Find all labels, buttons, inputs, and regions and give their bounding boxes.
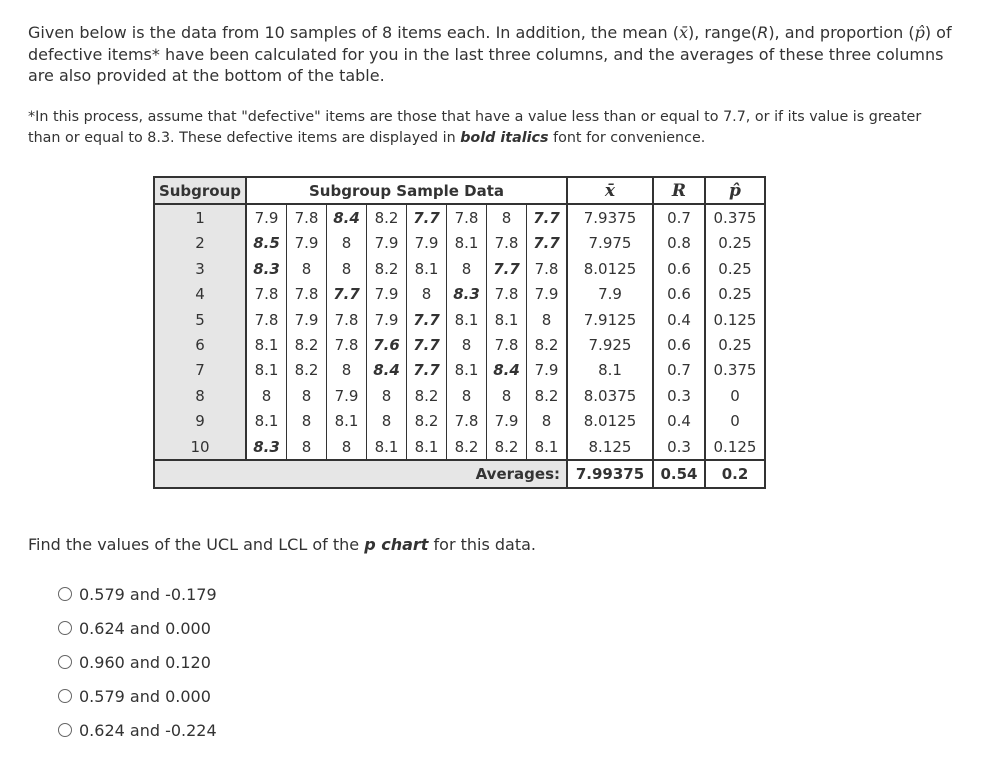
table-row (154, 282, 765, 307)
sample-value-cell: 8 (407, 282, 447, 307)
table-row (154, 231, 765, 256)
table-row (154, 358, 765, 383)
note-emphasis: bold italics (460, 130, 549, 146)
sample-value-cell: 7.8 (487, 282, 527, 307)
option-label: 0.960 and 0.120 (79, 652, 211, 672)
subgroup-cell: 7 (154, 358, 246, 383)
sample-value-cell: 8 (287, 409, 327, 434)
subgroup-cell: 8 (154, 383, 246, 408)
sample-value-cell: 8 (287, 434, 327, 460)
table-row (154, 434, 765, 460)
sample-value-cell: 8 (246, 383, 287, 408)
sample-value-cell: 8.1 (487, 307, 527, 332)
sample-value-cell: 7.8 (527, 256, 568, 281)
xbar-cell: 7.9125 (567, 307, 653, 332)
subgroup-cell: 10 (154, 434, 246, 460)
answer-option[interactable] (58, 577, 217, 611)
intro-paragraph (28, 22, 958, 87)
subgroup-cell: 1 (154, 204, 246, 230)
sample-value-cell: 8.5 (246, 231, 287, 256)
subgroup-cell: 3 (154, 256, 246, 281)
sample-value-cell: 7.9 (287, 231, 327, 256)
table-row (154, 332, 765, 357)
sample-value-cell: 8.4 (367, 358, 407, 383)
radio-button[interactable] (58, 655, 72, 669)
answer-option[interactable] (58, 645, 217, 679)
xbar-symbol: x̄ (678, 23, 688, 42)
sample-value-cell: 7.7 (327, 282, 367, 307)
radio-button[interactable] (58, 587, 72, 601)
average-r: 0.54 (653, 460, 705, 487)
sample-value-cell: 8 (327, 231, 367, 256)
phat-cell: 0.125 (705, 434, 765, 460)
intro-text-1: Given below is the data from 10 samples of 8 items each. In addition, the mean ( (28, 23, 679, 42)
sample-value-cell: 8 (487, 204, 527, 230)
sample-value-cell: 8.1 (246, 409, 287, 434)
header-r: R (653, 177, 705, 204)
sample-value-cell: 7.8 (327, 332, 367, 357)
question-emphasis: p chart (364, 535, 429, 554)
sample-value-cell: 7.8 (287, 282, 327, 307)
sample-value-cell: 7.9 (367, 307, 407, 332)
phat-cell: 0 (705, 409, 765, 434)
sample-value-cell: 7.9 (327, 383, 367, 408)
phat-cell: 0.25 (705, 282, 765, 307)
sample-value-cell: 8.1 (447, 231, 487, 256)
sample-value-cell: 8.3 (246, 256, 287, 281)
header-subgroup: Subgroup (154, 177, 246, 204)
intro-text-4: ) of defective items* have been calculated for you in the last three columns, and the averages of these three columns are also provided at the bottom of the table. (28, 23, 952, 85)
sample-value-cell: 7.8 (447, 409, 487, 434)
sample-value-cell: 7.8 (246, 282, 287, 307)
answer-options (58, 577, 217, 747)
sample-data-table (153, 176, 766, 489)
xbar-cell: 7.9375 (567, 204, 653, 230)
sample-value-cell: 8.1 (246, 358, 287, 383)
sample-value-cell: 8.2 (487, 434, 527, 460)
defective-note (28, 107, 958, 149)
range-cell: 0.6 (653, 282, 705, 307)
option-label: 0.624 and -0.224 (79, 720, 217, 740)
phat-cell: 0.25 (705, 332, 765, 357)
radio-button[interactable] (58, 689, 72, 703)
question-text (28, 535, 536, 554)
subgroup-cell: 5 (154, 307, 246, 332)
subgroup-cell: 6 (154, 332, 246, 357)
sample-value-cell: 7.8 (246, 307, 287, 332)
sample-value-cell: 8.2 (527, 383, 568, 408)
option-label: 0.579 and -0.179 (79, 584, 217, 604)
phat-cell: 0.125 (705, 307, 765, 332)
range-cell: 0.3 (653, 383, 705, 408)
sample-value-cell: 8.2 (407, 409, 447, 434)
sample-value-cell: 8.1 (447, 358, 487, 383)
sample-value-cell: 7.8 (447, 204, 487, 230)
sample-value-cell: 8.3 (246, 434, 287, 460)
sample-value-cell: 8.2 (287, 358, 327, 383)
sample-value-cell: 8.2 (527, 332, 568, 357)
sample-value-cell: 7.7 (527, 204, 568, 230)
phat-cell: 0.375 (705, 204, 765, 230)
sample-value-cell: 7.8 (487, 332, 527, 357)
sample-value-cell: 8 (327, 256, 367, 281)
average-xbar: 7.99375 (567, 460, 653, 487)
range-cell: 0.6 (653, 256, 705, 281)
range-cell: 0.4 (653, 409, 705, 434)
note-end: font for convenience. (548, 130, 706, 146)
subgroup-cell: 4 (154, 282, 246, 307)
table-row (154, 383, 765, 408)
range-cell: 0.7 (653, 204, 705, 230)
question-before: Find the values of the UCL and LCL of the (28, 535, 365, 554)
xbar-cell: 7.925 (567, 332, 653, 357)
sample-value-cell: 8.2 (407, 383, 447, 408)
sample-value-cell: 7.7 (407, 358, 447, 383)
sample-value-cell: 7.7 (527, 231, 568, 256)
sample-value-cell: 7.9 (527, 282, 568, 307)
sample-value-cell: 8.4 (327, 204, 367, 230)
sample-value-cell: 7.8 (327, 307, 367, 332)
sample-value-cell: 8 (287, 256, 327, 281)
phat-symbol: p̂ (914, 23, 925, 42)
sample-value-cell: 8.2 (447, 434, 487, 460)
table-row (154, 409, 765, 434)
sample-value-cell: 8 (327, 434, 367, 460)
sample-value-cell: 7.8 (287, 204, 327, 230)
average-phat: 0.2 (705, 460, 765, 487)
subgroup-cell: 9 (154, 409, 246, 434)
range-cell: 0.3 (653, 434, 705, 460)
sample-value-cell: 8 (447, 383, 487, 408)
sample-value-cell: 8.1 (527, 434, 568, 460)
sample-value-cell: 8 (487, 383, 527, 408)
sample-value-cell: 8.1 (246, 332, 287, 357)
header-xbar: x̄ (567, 177, 653, 204)
r-symbol: R (757, 23, 769, 42)
xbar-cell: 7.9 (567, 282, 653, 307)
sample-value-cell: 7.7 (407, 307, 447, 332)
sample-value-cell: 7.9 (407, 231, 447, 256)
sample-value-cell: 7.6 (367, 332, 407, 357)
phat-cell: 0 (705, 383, 765, 408)
range-cell: 0.6 (653, 332, 705, 357)
phat-cell: 0.375 (705, 358, 765, 383)
option-label: 0.579 and 0.000 (79, 686, 211, 706)
phat-cell: 0.25 (705, 231, 765, 256)
table-header-row (154, 177, 765, 204)
sample-value-cell: 7.7 (407, 332, 447, 357)
xbar-cell: 7.975 (567, 231, 653, 256)
sample-value-cell: 8.1 (327, 409, 367, 434)
range-cell: 0.8 (653, 231, 705, 256)
header-phat: p̂ (705, 177, 765, 204)
sample-value-cell: 7.9 (367, 231, 407, 256)
note-text: *In this process, assume that "defective" items are those that have a value less than or equal to 7.7, or if its value is greater than or equal to 8.3. These defective items are displayed in (28, 109, 922, 146)
sample-value-cell: 8 (527, 409, 568, 434)
averages-row (154, 460, 765, 487)
radio-button[interactable] (58, 723, 72, 737)
xbar-cell: 8.0125 (567, 409, 653, 434)
sample-value-cell: 8 (287, 383, 327, 408)
question-after: for this data. (428, 535, 537, 554)
answer-option[interactable] (58, 611, 217, 645)
answer-option[interactable] (58, 679, 217, 713)
sample-value-cell: 7.7 (407, 204, 447, 230)
sample-value-cell: 7.9 (287, 307, 327, 332)
xbar-cell: 8.1 (567, 358, 653, 383)
sample-value-cell: 8.4 (487, 358, 527, 383)
subgroup-cell: 2 (154, 231, 246, 256)
intro-text-2: ), range( (688, 23, 758, 42)
sample-value-cell: 8.2 (367, 256, 407, 281)
sample-value-cell: 8 (527, 307, 568, 332)
answer-option[interactable] (58, 713, 217, 747)
sample-value-cell: 8.3 (447, 282, 487, 307)
sample-value-cell: 8.1 (447, 307, 487, 332)
range-cell: 0.4 (653, 307, 705, 332)
sample-value-cell: 8.2 (367, 204, 407, 230)
header-sample-data: Subgroup Sample Data (246, 177, 567, 204)
option-label: 0.624 and 0.000 (79, 618, 211, 638)
sample-value-cell: 8.1 (367, 434, 407, 460)
sample-value-cell: 7.8 (487, 231, 527, 256)
xbar-cell: 8.0375 (567, 383, 653, 408)
sample-value-cell: 8.2 (287, 332, 327, 357)
phat-cell: 0.25 (705, 256, 765, 281)
sample-value-cell: 8 (367, 409, 407, 434)
sample-value-cell: 7.9 (246, 204, 287, 230)
sample-value-cell: 7.9 (527, 358, 568, 383)
sample-value-cell: 8 (367, 383, 407, 408)
table-row (154, 204, 765, 230)
sample-value-cell: 8.1 (407, 256, 447, 281)
xbar-cell: 8.0125 (567, 256, 653, 281)
intro-text-3: ), and proportion ( (768, 23, 915, 42)
sample-value-cell: 8 (447, 256, 487, 281)
sample-value-cell: 8 (447, 332, 487, 357)
table-row (154, 307, 765, 332)
averages-label: Averages: (154, 460, 567, 487)
sample-value-cell: 7.9 (367, 282, 407, 307)
sample-value-cell: 8.1 (407, 434, 447, 460)
sample-value-cell: 7.7 (487, 256, 527, 281)
sample-value-cell: 7.9 (487, 409, 527, 434)
xbar-cell: 8.125 (567, 434, 653, 460)
radio-button[interactable] (58, 621, 72, 635)
table-row (154, 256, 765, 281)
sample-value-cell: 8 (327, 358, 367, 383)
range-cell: 0.7 (653, 358, 705, 383)
